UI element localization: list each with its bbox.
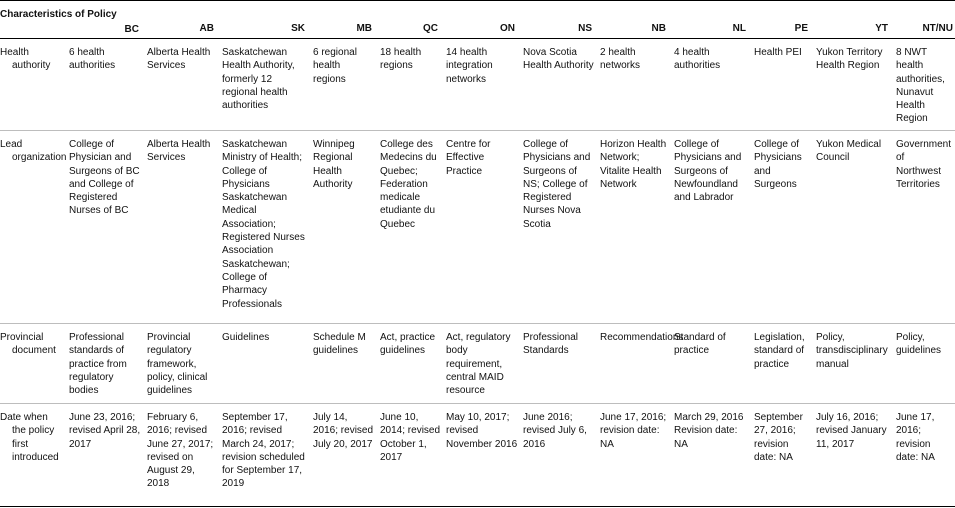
column-header-ns: NS xyxy=(521,1,598,39)
cell-provincial-document-yt: Policy, transdisciplinary manual xyxy=(814,324,894,404)
cell-lead-organization-mb: Winnipeg Regional Health Authority xyxy=(311,131,378,324)
cell-health-authority-nt-nu: 8 NWT health authorities, Nunavut Health Region xyxy=(894,39,955,131)
cell-date-introduced-qc: June 10, 2014; revised October 1, 2017 xyxy=(378,404,444,507)
column-header-yt: YT xyxy=(814,1,894,39)
cell-health-authority-nl: 4 health authorities xyxy=(672,39,752,131)
column-header-sk: SK xyxy=(220,1,311,39)
cell-lead-organization-sk: Saskatchewan Ministry of Health; College of Physicians Saskatchewan Medical Association; Registered Nurses Association Saskatchewan; College of Pharmacy Professionals xyxy=(220,131,311,324)
cell-provincial-document-pe: Legislation, standard of practice xyxy=(752,324,814,404)
cell-date-introduced-ab: February 6, 2016; revised June 27, 2017; revised on August 29, 2018 xyxy=(145,404,220,507)
cell-health-authority-mb: 6 regional health regions xyxy=(311,39,378,131)
cell-health-authority-qc: 18 health regions xyxy=(378,39,444,131)
cell-date-introduced-pe: September 27, 2016; revision date: NA xyxy=(752,404,814,507)
cell-date-introduced-sk: September 17, 2016; revised March 24, 2017; revision scheduled for September 17, 2019 xyxy=(220,404,311,507)
cell-lead-organization-nt-nu: Government of Northwest Territories xyxy=(894,131,955,324)
cell-health-authority-ns: Nova Scotia Health Authority xyxy=(521,39,598,131)
cell-date-introduced-yt: July 16, 2016; revised January 11, 2017 xyxy=(814,404,894,507)
column-header-on: ON xyxy=(444,1,521,39)
table-row-health-authority xyxy=(0,39,955,131)
cell-provincial-document-on: Act, regulatory body requirement, central MAID resource xyxy=(444,324,521,404)
cell-lead-organization-yt: Yukon Medical Council xyxy=(814,131,894,324)
row-label-text: Date when the policy first introduced xyxy=(0,412,59,463)
cell-provincial-document-bc: Professional standards of practice from regulatory bodies xyxy=(67,324,145,404)
cell-health-authority-ab: Alberta Health Services xyxy=(145,39,220,131)
row-label-health-authority xyxy=(0,39,67,131)
row-label-date-introduced xyxy=(0,404,67,507)
cell-lead-organization-ab: Alberta Health Services xyxy=(145,131,220,324)
cell-provincial-document-nt-nu: Policy, guidelines xyxy=(894,324,955,404)
cell-date-introduced-nl: March 29, 2016 Revision date: NA xyxy=(672,404,752,507)
cell-lead-organization-qc: College des Medecins du Quebec; Federation medicale etudiante du Quebec xyxy=(378,131,444,324)
row-label-text: Health authority xyxy=(0,47,51,72)
cell-date-introduced-bc: June 23, 2016; revised April 28, 2017 xyxy=(67,404,145,507)
cell-provincial-document-ab: Provincial regulatory framework, policy, clinical guidelines xyxy=(145,324,220,404)
column-header-bc: BC xyxy=(124,24,139,35)
cell-lead-organization-ns: College of Physicians and Surgeons of NS; College of Registered Nurses Nova Scotia xyxy=(521,131,598,324)
column-header-nt-nu: NT/NU xyxy=(894,1,955,39)
table-row-provincial-document xyxy=(0,324,955,404)
cell-health-authority-yt: Yukon Territory Health Region xyxy=(814,39,894,131)
cell-lead-organization-bc: College of Physician and Surgeons of BC and College of Registered Nurses of BC xyxy=(67,131,145,324)
column-header-nb: NB xyxy=(598,1,672,39)
table-header-row xyxy=(0,1,955,39)
cell-health-authority-sk: Saskatchewan Health Authority, formerly 12 regional health authorities xyxy=(220,39,311,131)
cell-date-introduced-ns: June 2016; revised July 6, 2016 xyxy=(521,404,598,507)
column-header-nl: NL xyxy=(672,1,752,39)
row-label-text: Lead organization xyxy=(0,139,67,164)
cell-provincial-document-nl: Standard of practice xyxy=(672,324,752,404)
cell-lead-organization-pe: College of Physicians and Surgeons xyxy=(752,131,814,324)
cell-date-introduced-mb: July 14, 2016; revised July 20, 2017 xyxy=(311,404,378,507)
cell-health-authority-nb: 2 health networks xyxy=(598,39,672,131)
row-label-text: Provincial document xyxy=(0,332,56,357)
cell-lead-organization-nl: College of Physicians and Surgeons of Newfoundland and Labrador xyxy=(672,131,752,324)
cell-lead-organization-on: Centre for Effective Practice xyxy=(444,131,521,324)
cell-date-introduced-nb: June 17, 2016; revision date: NA xyxy=(598,404,672,507)
table-row-lead-organization xyxy=(0,131,955,324)
cell-provincial-document-nb: Recommendations xyxy=(598,324,672,404)
cell-provincial-document-sk: Guidelines xyxy=(220,324,311,404)
cell-health-authority-bc: 6 health authorities xyxy=(67,39,145,131)
column-header-mb: MB xyxy=(311,1,378,39)
cell-health-authority-on: 14 health integration networks xyxy=(444,39,521,131)
cell-health-authority-pe: Health PEI xyxy=(752,39,814,131)
characteristics-header: Characteristics of Policy xyxy=(0,1,145,39)
cell-provincial-document-mb: Schedule M guidelines xyxy=(311,324,378,404)
row-label-provincial-document xyxy=(0,324,67,404)
column-header-pe: PE xyxy=(752,1,814,39)
column-header-ab: AB xyxy=(145,1,220,39)
cell-provincial-document-ns: Professional Standards xyxy=(521,324,598,404)
column-header-qc: QC xyxy=(378,1,444,39)
cell-date-introduced-nt-nu: June 17, 2016; revision date: NA xyxy=(894,404,955,507)
cell-provincial-document-qc: Act, practice guidelines xyxy=(378,324,444,404)
cell-lead-organization-nb: Horizon Health Network; Vitalite Health Network xyxy=(598,131,672,324)
table-row-date-introduced xyxy=(0,404,955,507)
cell-date-introduced-on: May 10, 2017; revised November 2016 xyxy=(444,404,521,507)
row-label-lead-organization xyxy=(0,131,67,324)
